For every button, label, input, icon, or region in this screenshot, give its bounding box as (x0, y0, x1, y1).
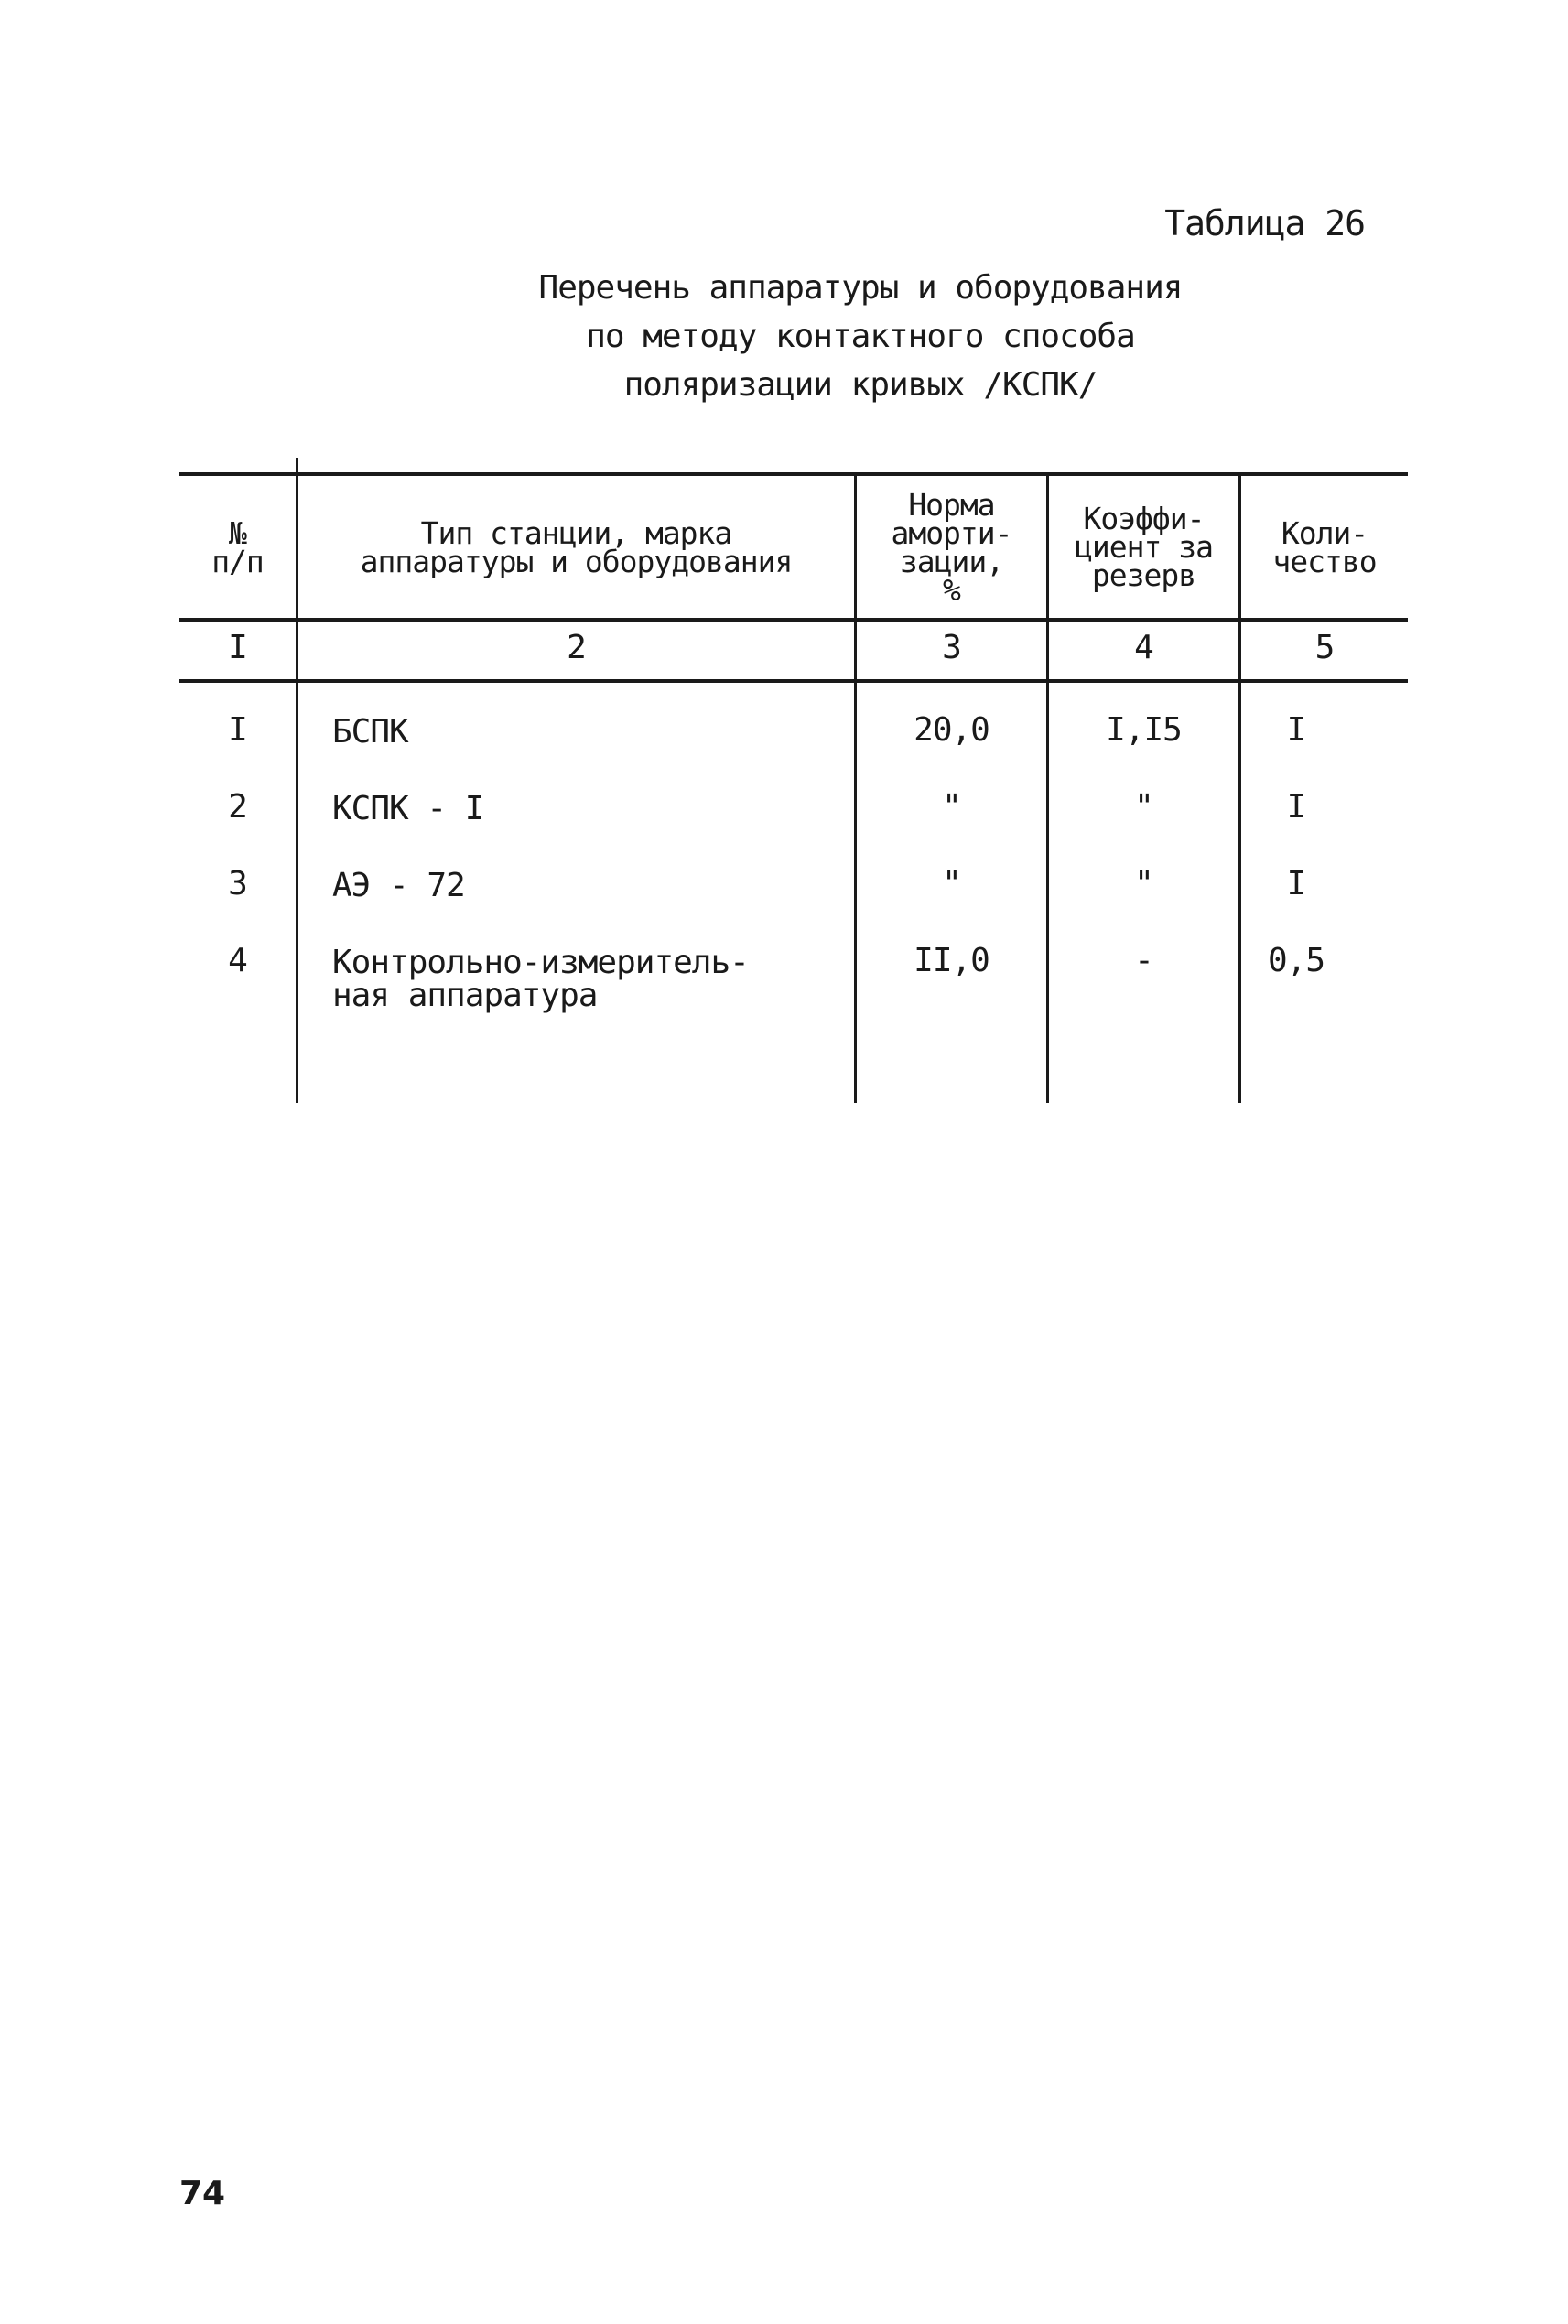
page-number: 74 (179, 2175, 226, 2212)
row-4-name: Контрольно-измеритель- ная аппаратура (332, 944, 749, 1014)
row-2-coefficient: " (1134, 788, 1153, 826)
row-3-number: 3 (228, 865, 247, 903)
column-number-4: 4 (1134, 629, 1153, 666)
caption-line-3: поляризации кривых /КСПК/ (623, 366, 1098, 404)
row-2-quantity: I (1286, 788, 1306, 826)
row-1-number: I (228, 711, 247, 749)
column-numbers-rule (179, 679, 1408, 683)
row-4-coefficient: - (1134, 942, 1153, 979)
row-1-quantity: I (1286, 711, 1306, 749)
row-2-norm: " (942, 788, 961, 826)
table-label: Таблица 26 (1164, 203, 1365, 243)
header-norm-label: Норма аморти- зации, % (891, 486, 1012, 608)
column-number-3: 3 (942, 629, 961, 666)
row-3-quantity: I (1286, 865, 1306, 903)
header-coefficient (1049, 476, 1238, 618)
row-2-name: КСПК - I (332, 790, 484, 827)
row-1-coefficient: I,I5 (1106, 711, 1182, 749)
row-1-norm: 20,0 (914, 711, 989, 749)
header-type-label: Тип станции, марка аппаратуры и оборудования (360, 514, 793, 579)
header-norm (857, 476, 1046, 618)
caption-line-1: Перечень аппаратуры и оборудования (538, 269, 1183, 307)
row-1-name: БСПК (332, 713, 408, 751)
header-quantity (1241, 476, 1408, 618)
header-number (179, 476, 296, 618)
row-4-norm: II,0 (914, 942, 989, 979)
row-4-number: 4 (228, 942, 247, 979)
row-3-norm: " (942, 865, 961, 903)
column-number-1: I (228, 629, 247, 666)
header-number-label: № п/п (211, 514, 264, 579)
header-type (298, 476, 854, 618)
row-2-number: 2 (228, 788, 247, 826)
row-4-quantity: 0,5 (1267, 942, 1325, 979)
header-coefficient-label: Коэффи- циент за резерв (1075, 501, 1213, 593)
header-quantity-label: Коли- чество (1272, 514, 1377, 579)
row-3-coefficient: " (1134, 865, 1153, 903)
table-caption (357, 264, 1364, 409)
column-number-5: 5 (1314, 629, 1335, 666)
row-3-name: АЭ - 72 (332, 867, 465, 904)
column-number-2: 2 (567, 629, 586, 666)
caption-line-2: по методу контактного способа (586, 318, 1135, 355)
header-bottom-rule (179, 618, 1408, 622)
